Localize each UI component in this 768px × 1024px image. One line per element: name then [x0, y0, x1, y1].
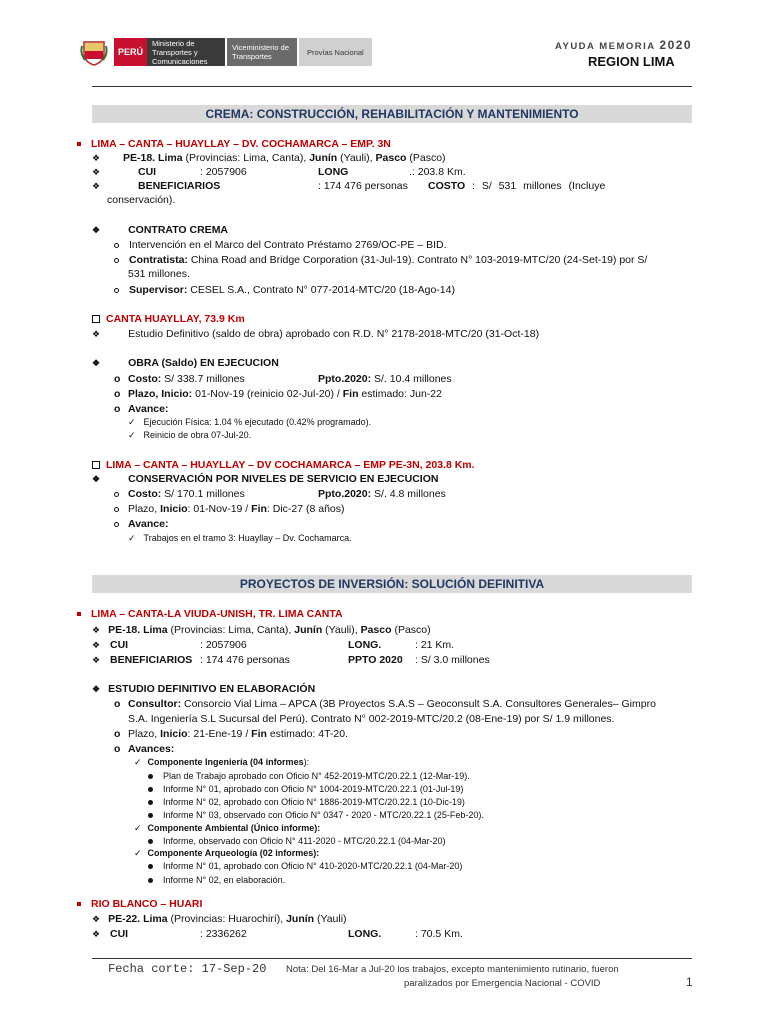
footer-note-2: paralizados por Emergencia Nacional - COVID [404, 978, 601, 989]
costo-value: : S/ 531 millones (Incluye [472, 180, 606, 192]
long-value: .: 203.8 Km. [409, 166, 466, 178]
obra-bullet-3: o [114, 403, 121, 415]
long-value-3: : 70.5 Km. [415, 928, 463, 940]
dot-bullet-icon [148, 878, 153, 883]
estudio-line: ❖ Estudio Definitivo (saldo de obra) aprobado con R.D. N° 2178-2018-MTC/20 (31-Oct-18) [92, 328, 540, 340]
costo-continuation: conservación). [107, 194, 176, 206]
footer-divider [92, 958, 692, 959]
ed-avances-label: Avances: [128, 743, 175, 755]
cons-ppto: Ppto.2020: S/. 4.8 millones [318, 488, 446, 500]
amb-item-1: Informe, observado con Oficio N° 411-2020 - MTC/20.22.1 (04-Mar-20) [148, 836, 446, 846]
cons-plazo: Plazo, Inicio: 01-Nov-19 / Fin: Dic-27 (8 años) [128, 503, 345, 515]
ing-item-4: Informe N° 03, observado con Oficio N° 0347 - 2020 - MTC/20.22.1 (25-Feb-20). [148, 810, 484, 820]
checkmark-icon: ✓ [134, 823, 142, 833]
cons-bullet-3 [114, 518, 119, 530]
circle-bullet-icon [114, 507, 119, 512]
diamond-bullet-icon: ❖ [92, 181, 101, 191]
logo-ministerio: Ministerio de Transportes y Comunicaciones [147, 38, 225, 66]
obra-ppto: Ppto.2020: S/. 10.4 millones [318, 373, 452, 385]
circle-bullet-icon [114, 522, 119, 527]
benef-value: : 174 476 personas [318, 180, 408, 192]
cui-label-3: CUI [110, 928, 129, 940]
diamond-bullet-icon: ❖ [92, 625, 101, 635]
benef-label-2: BENEFICIARIOS [110, 654, 193, 666]
diamond-bullet-icon: ❖ [92, 655, 101, 665]
diamond-bullet-icon: ❖ [92, 358, 101, 368]
cons-bullet-2 [114, 503, 119, 515]
long-value-2: : 21 Km. [415, 639, 455, 651]
fecha-corte: Fecha corte: 17-Sep-20 [108, 962, 267, 976]
cui-value: : 2057906 [200, 166, 247, 178]
cui-line-3 [92, 928, 100, 940]
route-line: ❖ PE-18. Lima (Provincias: Lima, Canta), Junín (Yauli), Pasco (Pasco) [92, 152, 446, 164]
dot-bullet-icon [148, 864, 153, 869]
ppto-value-2: : S/ 3.0 millones [415, 654, 490, 666]
checkmark-icon: ✓ [134, 848, 142, 858]
obra-plazo: Plazo, Inicio: 01-Nov-19 (reinicio 02-Jul-20) / Fin estimado: Jun-22 [128, 388, 442, 400]
ed-consultor: Consultor: Consorcio Vial Lima – APCA (3B Proyectos S.A.S – Geoconsult S.A. Consultores Generales– Gimpro [128, 698, 656, 710]
costo-label: COSTO [428, 180, 466, 192]
long-label-2: LONG. [348, 639, 382, 651]
ing-item-2: Informe N° 01, aprobado con Oficio N° 1004-2019-MTC/20.22.1 (01-Jul-19) [148, 784, 463, 794]
diamond-bullet-icon: ❖ [92, 914, 101, 924]
checkbox-bullet-icon [92, 461, 100, 469]
cui-value-2: : 2057906 [200, 639, 247, 651]
contrato-crema-title: ❖ CONTRATO CREMA [92, 224, 229, 236]
ed-plazo: Plazo, Inicio: 21-Ene-19 / Fin estimado: 4T-20. [128, 728, 349, 740]
contrato-item-3: Supervisor: CESEL S.A., Contrato N° 077-2014-MTC/20 (18-Ago-14) [114, 284, 455, 296]
cui-label-2: CUI [110, 639, 129, 651]
bullet-square-icon [77, 612, 81, 616]
cui-line [92, 166, 100, 178]
benef-line-2 [92, 654, 100, 666]
diamond-bullet-icon: ❖ [92, 225, 101, 235]
dot-bullet-icon [148, 800, 153, 805]
checkmark-icon: ✓ [134, 757, 142, 767]
project-lima-canta-title: LIMA – CANTA – HUAYLLAY – DV. COCHAMARCA – EMP. 3N [77, 138, 391, 150]
comp-arqueologia: ✓ Componente Arqueología (02 informes): [134, 848, 320, 858]
cons-avance-label: Avance: [128, 518, 169, 530]
ed-bullet-1: o [114, 698, 121, 710]
benef-line [92, 180, 100, 192]
diamond-bullet-icon: ❖ [92, 329, 101, 339]
ing-item-3: Informe N° 02, aprobado con Oficio N° 1886-2019-MTC/20.22.1 (10-Dic-19) [148, 797, 465, 807]
route-line-2: ❖ PE-18. Lima (Provincias: Lima, Canta), Junín (Yauli), Pasco (Pasco) [92, 624, 431, 636]
route-line-3: ❖ PE-22. Lima (Provincias: Huarochirí), Junín (Yauli) [92, 913, 347, 925]
ing-item-1: Plan de Trabajo aprobado con Oficio N° 452-2019-MTC/20.22.1 (12-Mar-19). [148, 771, 470, 781]
obra-avance-1: ✓ Ejecución Física: 1.04 % ejecutado (0.42% programado). [128, 417, 372, 427]
obra-avance-2: ✓ Reinicio de obra 07-Jul-20. [128, 430, 252, 440]
section-crema-title: CREMA: CONSTRUCCIÓN, REHABILITACIÓN Y MANTENIMIENTO [92, 105, 692, 123]
bullet-square-icon [77, 902, 81, 906]
cons-avance-1: ✓ Trabajos en el tramo 3: Huayllay – Dv. Cochamarca. [128, 533, 352, 543]
benef-label: BENEFICIARIOS [138, 180, 221, 192]
ppto-label-2: PPTO 2020 [348, 654, 403, 666]
diamond-bullet-icon: ❖ [92, 153, 101, 163]
circle-bullet-icon [114, 492, 119, 497]
obra-title: ❖ OBRA (Saldo) EN EJECUCION [92, 357, 279, 369]
project-conservacion-title: LIMA – CANTA – HUAYLLAY – DV COCHAMARCA – EMP PE-3N, 203.8 Km. [92, 459, 475, 471]
contrato-item-2-cont: 531 millones. [128, 268, 190, 280]
ed-bullet-3: o [114, 743, 121, 755]
diamond-bullet-icon: ❖ [92, 684, 101, 694]
diamond-bullet-icon: ❖ [92, 929, 101, 939]
region-title: REGION LIMA [588, 54, 675, 69]
dot-bullet-icon [148, 774, 153, 779]
circle-bullet-icon [114, 288, 119, 293]
comp-ambiental: ✓ Componente Ambiental (Único informe): [134, 823, 321, 833]
checkmark-icon: ✓ [128, 533, 136, 543]
cui-value-3: : 2336262 [200, 928, 247, 940]
obra-avance-label: Avance: [128, 403, 169, 415]
cons-bullet-1 [114, 488, 119, 500]
obra-bullet-1: o [114, 373, 121, 385]
diamond-bullet-icon: ❖ [92, 640, 101, 650]
cui-line-2 [92, 639, 100, 651]
long-label-3: LONG. [348, 928, 382, 940]
project-canta-viuda-title: LIMA – CANTA-LA VIUDA-UNISH, TR. LIMA CANTA [77, 608, 343, 620]
obra-bullet-2: o [114, 388, 121, 400]
ed-bullet-2: o [114, 728, 121, 740]
conservacion-title: ❖ CONSERVACIÓN POR NIVELES DE SERVICIO EN EJECUCION [92, 473, 439, 485]
logo-provias: Provías Nacional [299, 38, 372, 66]
peru-shield-icon [80, 38, 108, 66]
ayuda-memoria-label: AYUDA MEMORIA 2020 [555, 38, 693, 52]
bullet-square-icon [77, 142, 81, 146]
estudio-definitivo-title: ❖ ESTUDIO DEFINITIVO EN ELABORACIÓN [92, 683, 316, 695]
dot-bullet-icon [148, 839, 153, 844]
logo-peru: PERÚ [114, 38, 147, 66]
cui-label: CUI [138, 166, 157, 178]
logo-viceministerio: Viceministerio de Transportes [227, 38, 297, 66]
project-canta-huayllay-title: CANTA HUAYLLAY, 73.9 Km [92, 313, 245, 325]
checkbox-bullet-icon [92, 315, 100, 323]
dot-bullet-icon [148, 813, 153, 818]
dot-bullet-icon [148, 787, 153, 792]
header-divider [92, 86, 692, 87]
page-number: 1 [686, 975, 693, 989]
header-logo [80, 38, 372, 66]
ed-consultor-cont: S.A. Ingeniería S.L Sucursal del Perú). Contrato N° 002-2019-MTC/20.2 (08-Ene-19) por S/ 1.9 millones. [128, 713, 615, 725]
project-rio-blanco-title: RIO BLANCO – HUARI [77, 898, 202, 910]
cons-costo: Costo: S/ 170.1 millones [128, 488, 245, 500]
obra-costo: Costo: S/ 338.7 millones [128, 373, 245, 385]
checkmark-icon: ✓ [128, 417, 136, 427]
section-inversion-title: PROYECTOS DE INVERSIÓN: SOLUCIÓN DEFINITIVA [92, 575, 692, 593]
checkmark-icon: ✓ [128, 430, 136, 440]
arq-item-2: Informe N° 02, en elaboración. [148, 875, 285, 885]
diamond-bullet-icon: ❖ [92, 474, 101, 484]
circle-bullet-icon [114, 243, 119, 248]
comp-ingenieria: ✓ Componente Ingeniería (04 informes): [134, 757, 310, 767]
footer-note-1: Nota: Del 16-Mar a Jul-20 los trabajos, excepto mantenimiento rutinario, fueron [286, 964, 619, 975]
contrato-item-1: Intervención en el Marco del Contrato Préstamo 2769/OC-PE – BID. [114, 239, 447, 251]
diamond-bullet-icon: ❖ [92, 167, 101, 177]
long-label: LONG [318, 166, 349, 178]
benef-value-2: : 174 476 personas [200, 654, 290, 666]
circle-bullet-icon [114, 258, 119, 263]
arq-item-1: Informe N° 01, aprobado con Oficio N° 410-2020-MTC/20.22.1 (04-Mar-20) [148, 861, 462, 871]
contrato-item-2: Contratista: China Road and Bridge Corporation (31-Jul-19). Contrato N° 103-2019-MTC/20 (24-Set-19) por S/ [114, 254, 647, 266]
